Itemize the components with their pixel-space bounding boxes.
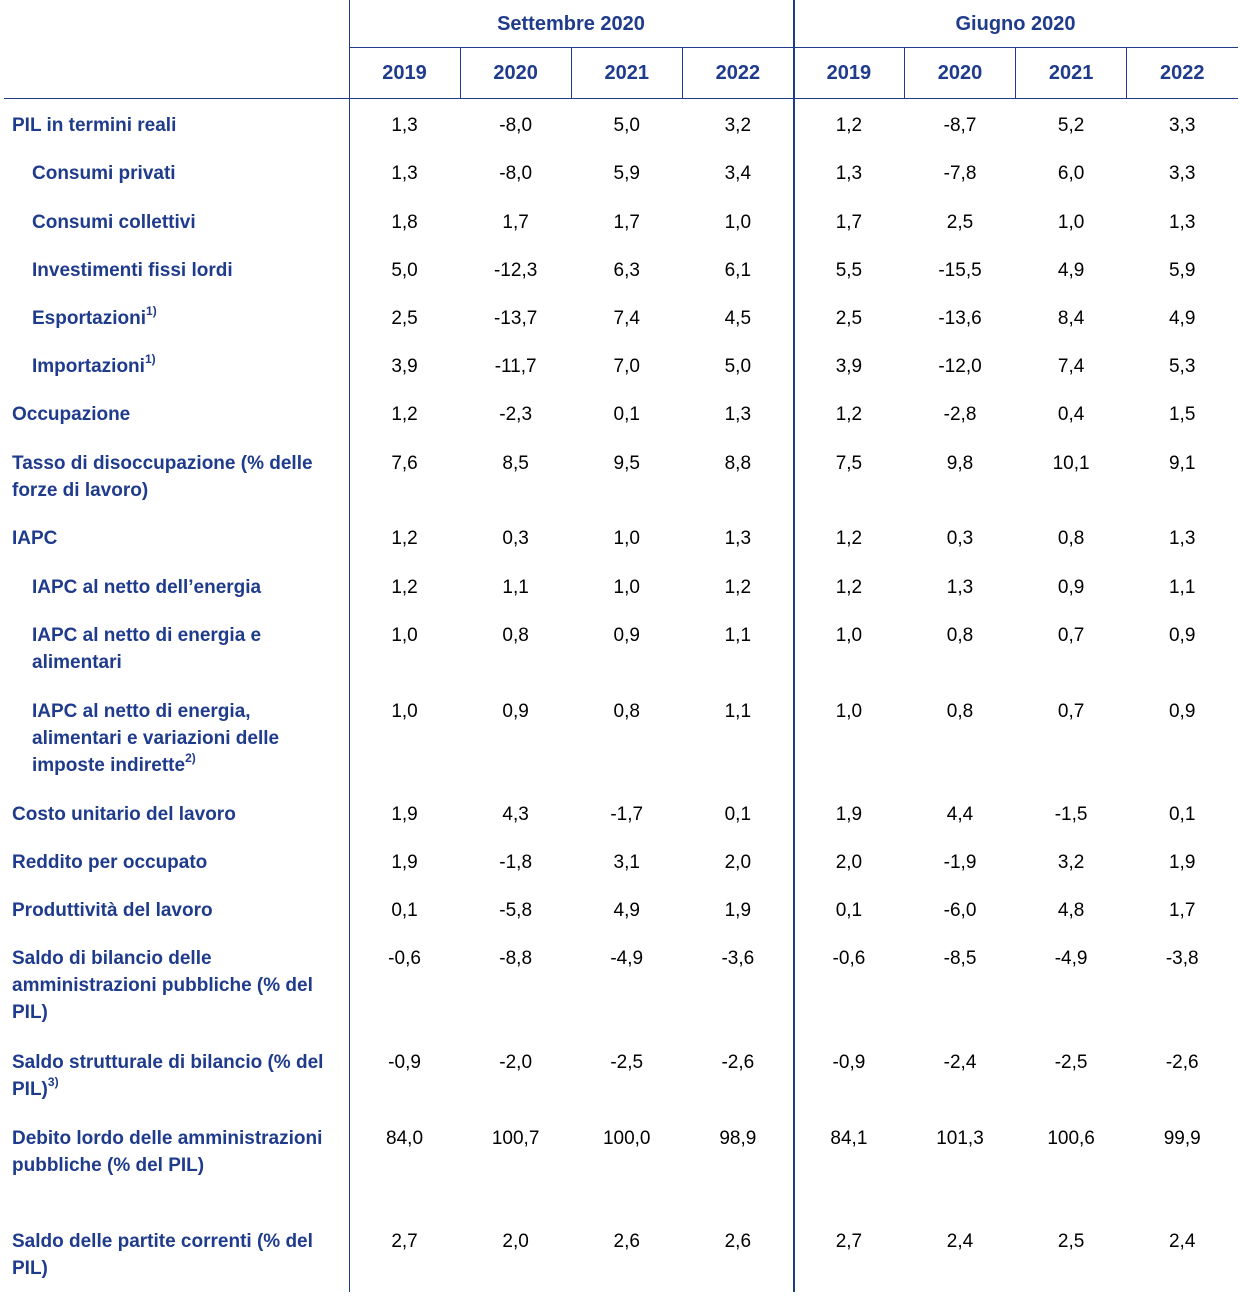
- table-cell: 6,0: [1057, 163, 1085, 184]
- row-label: [0, 574, 349, 601]
- table-cell: 0,9: [1168, 625, 1196, 646]
- table-cell: 1,2: [835, 577, 863, 598]
- table-cell: 1,1: [724, 625, 752, 646]
- footnote-marker: 1): [144, 351, 156, 366]
- table-cell: 1,1: [502, 577, 529, 598]
- row-label: [0, 622, 349, 676]
- row-label-text: IAPC: [12, 528, 58, 549]
- table-cell: 1,3: [1168, 528, 1196, 549]
- row-values: [349, 574, 1238, 601]
- table-row: [0, 257, 1240, 284]
- table-cell: 1,0: [1057, 212, 1085, 233]
- row-label-text: Consumi privati: [32, 163, 176, 184]
- footnote-marker: 3): [47, 1074, 59, 1089]
- table-row: [0, 1125, 1240, 1179]
- table-cell: -4,9: [1054, 948, 1088, 969]
- table-cell: 100,0: [602, 1128, 651, 1149]
- row-label-text: Reddito per occupato: [12, 852, 208, 873]
- table-cell: 5,9: [613, 163, 640, 184]
- table-cell: 0,1: [1168, 804, 1196, 825]
- table-cell: 2,5: [946, 212, 974, 233]
- row-label-text: Debito lordo delle amministrazioni pubbliche (% del PIL): [12, 1128, 323, 1176]
- row-label: [0, 801, 349, 828]
- table-row: [0, 622, 1240, 676]
- table-cell: 5,0: [613, 115, 640, 136]
- header-year: 2020: [937, 62, 983, 84]
- table-cell: 4,9: [613, 900, 640, 921]
- header-group-giugno: Giugno 2020: [955, 12, 1076, 35]
- row-label-text: Costo unitario del lavoro: [12, 804, 236, 825]
- row-label: [0, 450, 349, 504]
- row-values: [349, 849, 1238, 876]
- table-cell: -5,8: [499, 900, 533, 921]
- table-cell: 1,7: [502, 212, 529, 233]
- table-cell: 8,4: [1057, 308, 1085, 329]
- table-cell: 1,2: [835, 528, 863, 549]
- row-values: [349, 450, 1238, 504]
- table-cell: 2,5: [1057, 1231, 1085, 1252]
- table-row: [0, 849, 1240, 876]
- table-cell: 1,8: [391, 212, 418, 233]
- table-cell: 1,3: [1168, 212, 1196, 233]
- table-cell: 2,5: [391, 308, 418, 329]
- table-cell: -2,5: [1054, 1052, 1088, 1073]
- table-cell: 1,0: [835, 701, 863, 722]
- table-cell: 7,6: [391, 453, 418, 474]
- table-cell: 0,8: [946, 701, 974, 722]
- table-cell: 0,9: [613, 625, 640, 646]
- table-cell: -2,4: [943, 1052, 977, 1073]
- table-row: [0, 353, 1240, 380]
- table-cell: 2,7: [835, 1231, 863, 1252]
- row-values: [349, 622, 1238, 676]
- table-cell: 0,9: [1057, 577, 1085, 598]
- table-cell: 7,5: [835, 453, 863, 474]
- row-values: [349, 897, 1238, 924]
- table-cell: 2,7: [391, 1231, 418, 1252]
- table-cell: 1,7: [835, 212, 863, 233]
- table-cell: -4,9: [610, 948, 644, 969]
- table-cell: -7,8: [943, 163, 977, 184]
- header-year: 2019: [826, 62, 872, 84]
- table-cell: 6,3: [613, 260, 640, 281]
- table-row: [0, 209, 1240, 236]
- table-cell: 1,0: [391, 625, 418, 646]
- table-cell: 3,3: [1168, 163, 1196, 184]
- row-values: [349, 1125, 1238, 1179]
- table-cell: 98,9: [719, 1128, 757, 1149]
- table-cell: -3,8: [1165, 948, 1199, 969]
- table-cell: 2,6: [613, 1231, 640, 1252]
- table-cell: 3,3: [1168, 115, 1196, 136]
- row-values: [349, 353, 1238, 380]
- row-values: [349, 801, 1238, 828]
- table-cell: 9,5: [613, 453, 640, 474]
- row-label: [0, 305, 349, 332]
- table-cell: 84,1: [830, 1128, 868, 1149]
- table-cell: -15,5: [938, 260, 982, 281]
- table-cell: 7,4: [613, 308, 640, 329]
- table-cell: 4,8: [1057, 900, 1085, 921]
- header-year-row: [349, 49, 1238, 98]
- table-cell: 1,2: [835, 115, 863, 136]
- table-cell: 1,0: [835, 625, 863, 646]
- row-label: [0, 209, 349, 236]
- table-cell: -8,7: [943, 115, 977, 136]
- row-values: [349, 160, 1238, 187]
- row-values: [349, 1228, 1238, 1282]
- header-year: 2020: [493, 62, 538, 84]
- table-cell: 3,9: [835, 356, 863, 377]
- table-cell: 9,1: [1168, 453, 1196, 474]
- row-label-text: Investimenti fissi lordi: [32, 260, 233, 281]
- table-cell: 5,3: [1168, 356, 1196, 377]
- table-row: [0, 112, 1240, 139]
- row-label-text: Occupazione: [12, 404, 131, 425]
- row-label-text: Saldo strutturale di bilancio (% del PIL): [12, 1052, 324, 1100]
- table-cell: 1,1: [1168, 577, 1196, 598]
- table-cell: -12,3: [493, 260, 538, 281]
- table-cell: -1,7: [610, 804, 644, 825]
- table-cell: 1,3: [391, 163, 418, 184]
- table-cell: 0,1: [835, 900, 863, 921]
- table-cell: -8,5: [943, 948, 977, 969]
- table-cell: 1,7: [613, 212, 640, 233]
- table-cell: 1,3: [391, 115, 418, 136]
- row-values: [349, 112, 1238, 139]
- table-cell: 7,4: [1057, 356, 1085, 377]
- header-year: 2022: [1159, 62, 1205, 84]
- table-cell: 0,7: [1057, 701, 1085, 722]
- table-cell: 84,0: [386, 1128, 424, 1149]
- table-cell: 1,9: [835, 804, 863, 825]
- table-cell: 1,5: [1168, 404, 1196, 425]
- table-cell: 2,5: [835, 308, 863, 329]
- table-row: [0, 525, 1240, 552]
- row-values: [349, 209, 1238, 236]
- table-cell: -8,8: [499, 948, 533, 969]
- header-group-settembre: Settembre 2020: [497, 12, 645, 35]
- row-values: [349, 945, 1238, 1026]
- table-cell: -2,3: [499, 404, 533, 425]
- table-cell: -6,0: [943, 900, 977, 921]
- table-cell: 0,7: [1057, 625, 1085, 646]
- row-label-text: Importazioni: [32, 356, 145, 377]
- table-cell: 99,9: [1163, 1128, 1201, 1149]
- table-cell: -13,7: [493, 308, 538, 329]
- row-label: [0, 698, 349, 779]
- table-cell: 1,3: [835, 163, 863, 184]
- table-cell: 1,1: [724, 701, 752, 722]
- row-values: [349, 698, 1238, 779]
- table-cell: 1,7: [1168, 900, 1196, 921]
- table-cell: 10,1: [1052, 453, 1090, 474]
- table-cell: 1,3: [946, 577, 974, 598]
- table-cell: 8,5: [502, 453, 529, 474]
- table-cell: -2,0: [499, 1052, 533, 1073]
- table-cell: 5,5: [835, 260, 863, 281]
- table-cell: 1,2: [391, 528, 418, 549]
- row-label: [0, 525, 349, 552]
- table-cell: 7,0: [613, 356, 640, 377]
- table-cell: 6,1: [724, 260, 752, 281]
- table-row: [0, 401, 1240, 428]
- table-cell: 4,4: [946, 804, 974, 825]
- table-cell: 0,4: [1057, 404, 1085, 425]
- table-cell: 8,8: [724, 453, 752, 474]
- row-label-text: IAPC al netto di energia, alimentari e variazioni delle imposte indirette: [32, 701, 280, 776]
- table-cell: 0,1: [391, 900, 418, 921]
- row-label-text: PIL in termini reali: [12, 115, 177, 136]
- header-year: 2021: [604, 62, 649, 84]
- table-row: [0, 160, 1240, 187]
- row-label: [0, 257, 349, 284]
- table-cell: 0,1: [613, 404, 640, 425]
- table-cell: 1,0: [613, 528, 640, 549]
- table-cell: 2,4: [946, 1231, 974, 1252]
- table-cell: 0,8: [1057, 528, 1085, 549]
- table-cell: 5,9: [1168, 260, 1196, 281]
- row-label: [0, 401, 349, 428]
- table-cell: 1,0: [613, 577, 640, 598]
- table-cell: 0,9: [502, 701, 529, 722]
- table-cell: 100,7: [491, 1128, 540, 1149]
- table-cell: 0,8: [613, 701, 640, 722]
- row-label: [0, 945, 349, 1026]
- row-label: [0, 112, 349, 139]
- table-cell: -1,8: [499, 852, 533, 873]
- table-cell: -0,9: [388, 1052, 421, 1073]
- table-cell: -1,9: [943, 852, 977, 873]
- table-cell: -2,8: [943, 404, 977, 425]
- row-label: [0, 160, 349, 187]
- table-cell: 1,2: [391, 577, 418, 598]
- table-cell: 9,8: [946, 453, 974, 474]
- row-label: [0, 849, 349, 876]
- row-label-text: Tasso di disoccupazione (% delle forze di lavoro): [12, 453, 313, 501]
- table-cell: 2,0: [502, 1231, 529, 1252]
- table-cell: 0,9: [1168, 701, 1196, 722]
- table-cell: -8,0: [499, 163, 533, 184]
- table-row: [0, 945, 1240, 1026]
- table-cell: 5,0: [391, 260, 418, 281]
- table-cell: 1,2: [391, 404, 418, 425]
- table-cell: 0,3: [502, 528, 529, 549]
- row-values: [349, 1049, 1238, 1103]
- table-cell: 3,2: [724, 115, 752, 136]
- table-row: [0, 801, 1240, 828]
- row-label: [0, 1125, 349, 1179]
- table-cell: 3,9: [391, 356, 418, 377]
- table-cell: -11,7: [494, 356, 537, 377]
- footnote-marker: 1): [146, 303, 157, 318]
- table-cell: 0,8: [502, 625, 529, 646]
- table-cell: 1,2: [724, 577, 752, 598]
- table-row: [0, 1228, 1240, 1282]
- table-row: [0, 305, 1240, 332]
- table-cell: 1,9: [1168, 852, 1196, 873]
- footnote-marker: 2): [185, 750, 196, 765]
- table-cell: 4,9: [1057, 260, 1085, 281]
- row-values: [349, 401, 1238, 428]
- row-values: [349, 305, 1238, 332]
- table-cell: 5,0: [724, 356, 752, 377]
- row-label-text: Esportazioni: [32, 308, 147, 329]
- row-values: [349, 257, 1238, 284]
- table-cell: 0,1: [724, 804, 752, 825]
- row-label-text: Saldo delle partite correnti (% del PIL): [12, 1231, 313, 1279]
- table-cell: 3,4: [724, 163, 752, 184]
- header-year: 2022: [715, 62, 761, 84]
- table-cell: 1,2: [835, 404, 863, 425]
- table-cell: 2,0: [724, 852, 752, 873]
- table-cell: 3,2: [1057, 852, 1085, 873]
- table-cell: -1,5: [1054, 804, 1088, 825]
- table-cell: -8,0: [499, 115, 533, 136]
- table-cell: 1,9: [391, 804, 418, 825]
- table-cell: 1,9: [391, 852, 418, 873]
- table-cell: -13,6: [938, 308, 982, 329]
- table-row: [0, 450, 1240, 504]
- table-cell: 1,3: [724, 528, 752, 549]
- table-cell: 3,1: [613, 852, 640, 873]
- header-bottom-line: [4, 98, 1238, 99]
- row-label-text: IAPC al netto dell’energia: [32, 577, 262, 598]
- row-label: [0, 897, 349, 924]
- row-label-text: IAPC al netto di energia e alimentari: [32, 625, 262, 673]
- table-row: [0, 1049, 1240, 1103]
- table-cell: -0,6: [388, 948, 421, 969]
- table-cell: -3,6: [721, 948, 755, 969]
- table-cell: 4,5: [724, 308, 752, 329]
- table-cell: 1,9: [724, 900, 752, 921]
- table-row: [0, 574, 1240, 601]
- header-year: 2021: [1048, 62, 1094, 84]
- row-label: [0, 1228, 349, 1282]
- table-cell: 1,3: [724, 404, 752, 425]
- table-cell: 1,0: [724, 212, 752, 233]
- row-label: [0, 353, 349, 380]
- table-cell: 4,3: [502, 804, 529, 825]
- table-cell: -12,0: [938, 356, 982, 377]
- table-cell: -0,9: [832, 1052, 866, 1073]
- table-cell: 0,8: [946, 625, 974, 646]
- row-label-text: Saldo di bilancio delle amministrazioni pubbliche (% del PIL): [12, 948, 313, 1023]
- row-label-text: Consumi collettivi: [32, 212, 196, 233]
- table-cell: -2,6: [721, 1052, 755, 1073]
- table-cell: 101,3: [936, 1128, 984, 1149]
- table-cell: 4,9: [1168, 308, 1196, 329]
- table-cell: -2,6: [1165, 1052, 1199, 1073]
- table-cell: 100,6: [1047, 1128, 1095, 1149]
- table-cell: 0,3: [946, 528, 974, 549]
- row-values: [349, 525, 1238, 552]
- row-label: [0, 1049, 349, 1103]
- row-label-text: Produttività del lavoro: [12, 900, 213, 921]
- table-cell: 2,4: [1168, 1231, 1196, 1252]
- table-row: [0, 698, 1240, 779]
- table-cell: -0,6: [832, 948, 866, 969]
- header-year: 2019: [382, 62, 427, 84]
- table-cell: 2,0: [835, 852, 863, 873]
- table-cell: 5,2: [1057, 115, 1085, 136]
- table-cell: -2,5: [610, 1052, 644, 1073]
- table-cell: 2,6: [724, 1231, 752, 1252]
- table-row: [0, 897, 1240, 924]
- table-cell: 1,0: [391, 701, 418, 722]
